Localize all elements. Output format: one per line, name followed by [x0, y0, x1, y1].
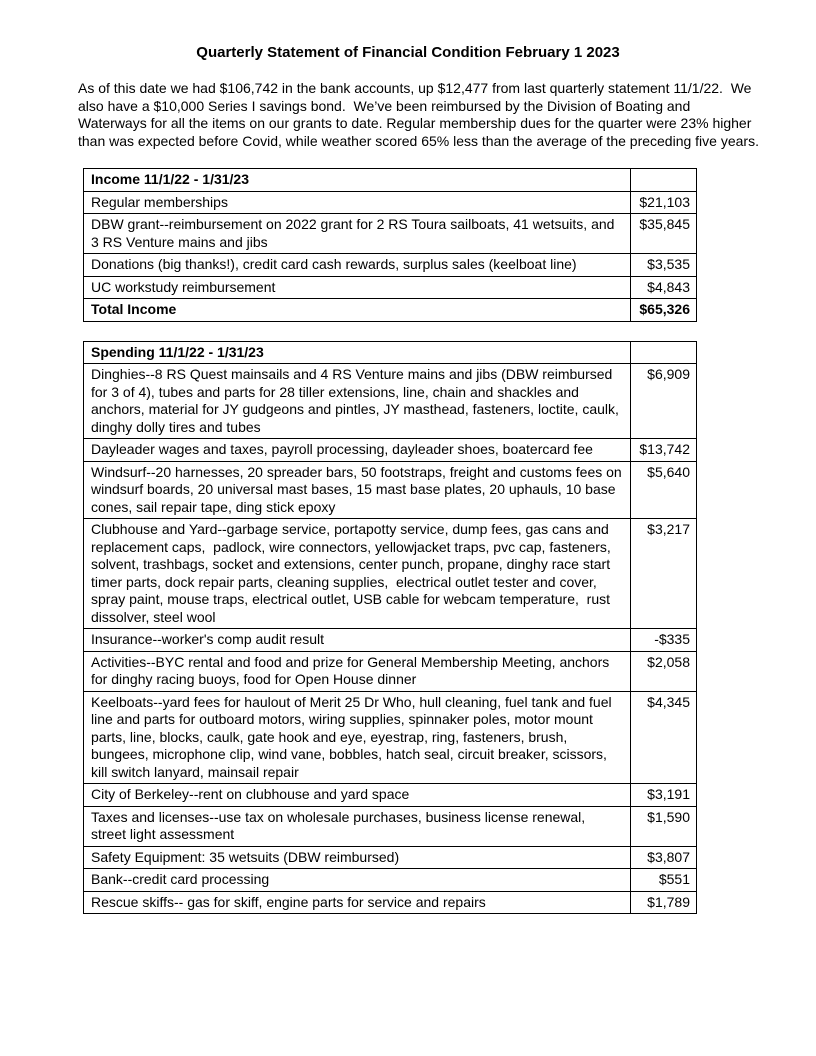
spending-table: [83, 341, 697, 915]
income-row: [84, 214, 697, 254]
spending-row-amount: $13,742: [631, 439, 697, 462]
spending-row-label: Insurance--worker's comp audit result: [84, 629, 631, 652]
spending-table-body: [84, 364, 697, 914]
spending-row-label: Windsurf--20 harnesses, 20 spreader bars, 50 footstraps, freight and customs fees on windsurf boards, 20 universal mast bases, 15 mast base plates, 20 uphauls, 10 base cones, sail repair tape, ding stick epoxy: [84, 461, 631, 519]
spending-row-label: Bank--credit card processing: [84, 869, 631, 892]
spending-row-label: Activities--BYC rental and food and prize for General Membership Meeting, anchors for dinghy racing buoys, food for Open House dinner: [84, 651, 631, 691]
income-row-amount: $3,535: [631, 254, 697, 277]
spending-row: [84, 439, 697, 462]
spending-row-amount: $3,191: [631, 784, 697, 807]
income-row-label: UC workstudy reimbursement: [84, 276, 631, 299]
spending-row-label: Dayleader wages and taxes, payroll processing, dayleader shoes, boatercard fee: [84, 439, 631, 462]
income-row-label: Donations (big thanks!), credit card cash rewards, surplus sales (keelboat line): [84, 254, 631, 277]
spending-row-label: Taxes and licenses--use tax on wholesale purchases, business license renewal, street light assessment: [84, 806, 631, 846]
income-row-label: Regular memberships: [84, 191, 631, 214]
income-row: [84, 191, 697, 214]
income-header-amount-cell: [631, 169, 697, 192]
spending-row-label: Dinghies--8 RS Quest mainsails and 4 RS Venture mains and jibs (DBW reimbursed for 3 of 4), tubes and parts for 28 tiller extensions, line, chain and shackles and anchors, material for JY gudgeons and pintles, JY masthead, fasteners, loctite, caulk, dinghy dolly tires and tubes: [84, 364, 631, 439]
spending-row-label: Clubhouse and Yard--garbage service, portapotty service, dump fees, gas cans and replacement caps, padlock, wire connectors, yellowjacket traps, pvc cap, fasteners, solvent, trashbags, socket and extensions, center punch, propane, dinghy race start timer parts, dock repair parts, cleaning supplies, electrical outlet tester and cover, spray paint, mouse traps, electrical outlet, USB cable for webcam temperature, rust dissolver, steel wool: [84, 519, 631, 629]
spending-header-amount-cell: [631, 341, 697, 364]
income-row-amount: $21,103: [631, 191, 697, 214]
spending-row-label: Rescue skiffs-- gas for skiff, engine parts for service and repairs: [84, 891, 631, 914]
spending-row-amount: $2,058: [631, 651, 697, 691]
spending-row: [84, 891, 697, 914]
spending-row: [84, 461, 697, 519]
spending-row-amount: -$335: [631, 629, 697, 652]
spending-row: [84, 519, 697, 629]
income-header-row: [84, 169, 697, 192]
spending-row-label: City of Berkeley--rent on clubhouse and yard space: [84, 784, 631, 807]
income-row: [84, 254, 697, 277]
spending-row-amount: $5,640: [631, 461, 697, 519]
spending-row: [84, 364, 697, 439]
spending-row-amount: $3,807: [631, 846, 697, 869]
spending-row: [84, 784, 697, 807]
spending-row: [84, 806, 697, 846]
income-table-footer: [84, 299, 697, 322]
spending-row-amount: $4,345: [631, 691, 697, 784]
intro-paragraph: As of this date we had $106,742 in the bank accounts, up $12,477 from last quarterly statement 11/1/22. We also have a $10,000 Series I savings bond. We’ve been reimbursed by the Division of Boating and Waterways for all the items on our grants to date. Regular membership dues for the quarter were 23% higher than was expected before Covid, while weather scored 65% less than the average of the preceding five years.: [78, 80, 759, 149]
spending-row: [84, 846, 697, 869]
spending-row: [84, 629, 697, 652]
spending-row-amount: $1,789: [631, 891, 697, 914]
income-row-label: DBW grant--reimbursement on 2022 grant for 2 RS Toura sailboats, 41 wetsuits, and 3 RS Venture mains and jibs: [84, 214, 631, 254]
income-row: [84, 276, 697, 299]
income-table-header: [84, 169, 697, 192]
spending-header-row: [84, 341, 697, 364]
spending-row: [84, 869, 697, 892]
income-total-amount: $65,326: [631, 299, 697, 322]
page-title: Quarterly Statement of Financial Condition February 1 2023: [196, 44, 620, 61]
income-total-row: [84, 299, 697, 322]
income-table-title: Income 11/1/22 - 1/31/23: [84, 169, 631, 192]
spending-row: [84, 651, 697, 691]
spending-row-label: Safety Equipment: 35 wetsuits (DBW reimbursed): [84, 846, 631, 869]
spending-row-amount: $6,909: [631, 364, 697, 439]
income-table: [83, 168, 697, 322]
spending-row: [84, 691, 697, 784]
spending-row-label: Keelboats--yard fees for haulout of Merit 25 Dr Who, hull cleaning, fuel tank and fuel line and parts for outboard motors, wiring supplies, spinnaker poles, motor mount parts, line, blocks, caulk, gate hook and eye, eyestrap, ring, fasteners, brush, bungees, microphone clip, wind vane, bobbles, hatch seal, circuit breaker, scissors, kill switch lanyard, mainsail repair: [84, 691, 631, 784]
income-row-amount: $35,845: [631, 214, 697, 254]
income-total-label: Total Income: [84, 299, 631, 322]
spending-table-title: Spending 11/1/22 - 1/31/23: [84, 341, 631, 364]
spending-row-amount: $3,217: [631, 519, 697, 629]
income-row-amount: $4,843: [631, 276, 697, 299]
spending-row-amount: $1,590: [631, 806, 697, 846]
spending-row-amount: $551: [631, 869, 697, 892]
spending-table-header: [84, 341, 697, 364]
income-table-body: [84, 191, 697, 299]
